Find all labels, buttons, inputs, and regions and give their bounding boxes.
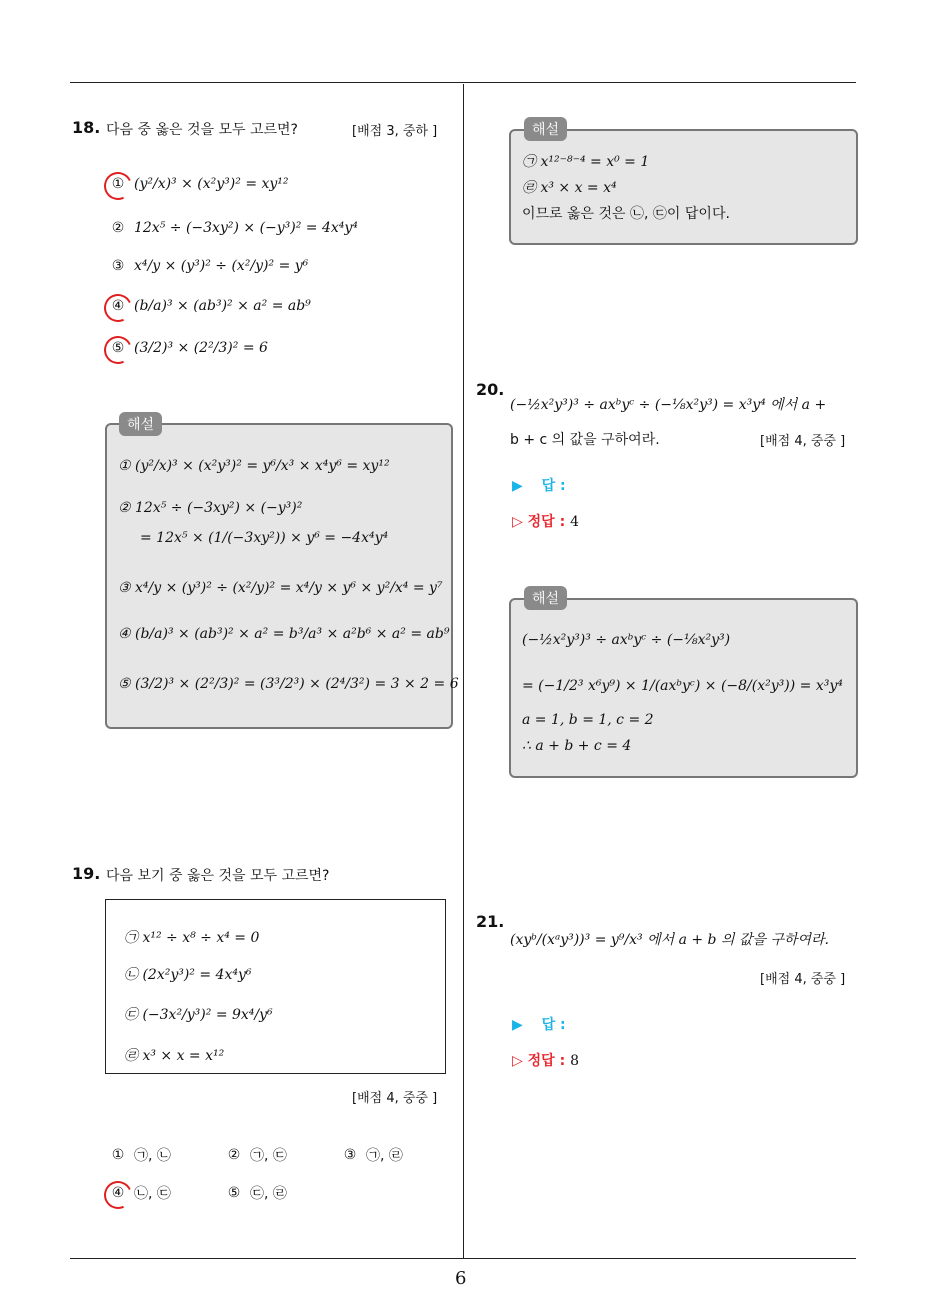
choice-number: ⑤ xyxy=(108,340,128,356)
q18-explain-line-3: = 12x⁵ × (1/(−3xy²)) × y⁶ = −4x⁴y⁴ xyxy=(140,530,389,546)
choice-expression: 12x⁵ ÷ (−3xy²) × (−y³)² = 4x⁴y⁴ xyxy=(134,220,358,236)
q19-number: 19. xyxy=(72,864,101,883)
q18-explain-line-1: ① (y²/x)³ × (x²y³)² = y⁶/x³ × x⁴y⁶ = xy¹² xyxy=(118,458,390,474)
q20-answer-row[interactable] xyxy=(512,475,566,495)
q20-explanation-tag: 해설 xyxy=(524,586,567,610)
choice-expression: (b/a)³ × (ab³)² × a² = ab⁹ xyxy=(134,298,311,314)
q19-explain-line-2: ㉣ x³ × x = x⁴ xyxy=(522,180,617,196)
q21-number: 21. xyxy=(476,912,505,931)
play-icon: ▶ xyxy=(512,1017,523,1033)
answer-label: 답 : xyxy=(541,478,566,494)
q18-choice-2[interactable] xyxy=(108,220,358,236)
q19-bogi-3: ㉢ (−3x²/y³)² = 9x⁴/y⁶ xyxy=(124,1007,273,1023)
q20-points: [배점 4, 중중 ] xyxy=(760,434,846,449)
choice-text: ㉠, ㉣ xyxy=(366,1148,403,1164)
play-outline-icon: ▷ xyxy=(512,514,523,530)
play-outline-icon: ▷ xyxy=(512,1053,523,1069)
choice-text: ㉢, ㉣ xyxy=(250,1186,287,1202)
choice-text: ㉠, ㉢ xyxy=(250,1148,287,1164)
choice-expression: (y²/x)³ × (x²y³)² = xy¹² xyxy=(134,176,289,192)
choice-expression: x⁴/y × (y³)² ÷ (x²/y)² = y⁶ xyxy=(134,258,309,274)
choice-number: ③ xyxy=(111,258,125,274)
choice-number: ④ xyxy=(108,298,128,314)
choice-number: ① xyxy=(108,176,128,192)
q21-points: [배점 4, 중중 ] xyxy=(760,972,846,987)
q19-choice-4[interactable] xyxy=(108,1183,171,1203)
play-icon: ▶ xyxy=(512,478,523,494)
q19-choice-2[interactable] xyxy=(224,1145,287,1165)
top-rule xyxy=(70,82,856,83)
q18-number: 18. xyxy=(72,118,101,137)
q20-explain-line-2: = (−1/2³ x⁶y⁹) × 1/(axᵇyᶜ) × (−8/(x²y³)) = x³y⁴ xyxy=(522,678,843,694)
q19-points: [배점 4, 중중 ] xyxy=(352,1091,438,1106)
q19-explain-line-3: 이므로 옳은 것은 ㉡, ㉢이 답이다. xyxy=(522,206,730,222)
q19-bogi-2: ㉡ (2x²y³)² = 4x⁴y⁶ xyxy=(124,967,252,983)
q19-choice-3[interactable] xyxy=(340,1145,403,1165)
q21-correct-row xyxy=(512,1050,579,1070)
q20-explain-line-1: (−½x²y³)³ ÷ axᵇyᶜ ÷ (−⅛x²y³) xyxy=(522,632,731,648)
correct-label: 정답 : xyxy=(527,514,566,530)
correct-value: 4 xyxy=(570,514,579,530)
q18-choice-5[interactable] xyxy=(108,340,268,356)
column-divider xyxy=(463,84,464,1259)
q19-choice-1[interactable] xyxy=(108,1145,171,1165)
q18-points: [배점 3, 중하 ] xyxy=(352,124,438,139)
q19-bogi-1: ㉠ x¹² ÷ x⁸ ÷ x⁴ = 0 xyxy=(124,930,260,946)
choice-text: ㉠, ㉡ xyxy=(134,1148,171,1164)
choice-text: ㉡, ㉢ xyxy=(134,1186,171,1202)
q18-explain-line-5: ④ (b/a)³ × (ab³)² × a² = b³/a³ × a²b⁶ × a² = ab⁹ xyxy=(118,626,450,642)
correct-label: 정답 : xyxy=(527,1053,566,1069)
choice-number: ② xyxy=(227,1147,241,1163)
q19-explanation-tag: 해설 xyxy=(524,117,567,141)
q18-explanation-tag: 해설 xyxy=(119,412,162,436)
q18-explain-line-2: ② 12x⁵ ÷ (−3xy²) × (−y³)² xyxy=(118,500,303,516)
q21-question: (xyᵇ/(xᵃy³))³ = y⁹/x³ 에서 a + b 의 값을 구하여라. xyxy=(510,932,829,948)
correct-value: 8 xyxy=(570,1053,579,1069)
choice-number: ② xyxy=(111,220,125,236)
q18-choice-3[interactable] xyxy=(108,258,308,274)
choice-number: ① xyxy=(111,1147,125,1163)
q19-bogi-4: ㉣ x³ × x = x¹² xyxy=(124,1048,225,1064)
q18-explain-line-4: ③ x⁴/y × (y³)² ÷ (x²/y)² = x⁴/y × y⁶ × y²/x⁴ = y⁷ xyxy=(118,580,443,596)
page-number: 6 xyxy=(455,1268,467,1289)
q20-number: 20. xyxy=(476,380,505,399)
q19-question: 다음 보기 중 옳은 것을 모두 고르면? xyxy=(106,868,330,884)
q21-answer-row[interactable] xyxy=(512,1014,566,1034)
q19-explain-line-1: ㉠ x¹²⁻⁸⁻⁴ = x⁰ = 1 xyxy=(522,154,650,170)
q18-explain-line-6: ⑤ (3/2)³ × (2²/3)² = (3³/2³) × (2⁴/3²) = 3 × 2 = 6 xyxy=(118,676,459,692)
q18-question: 다음 중 옳은 것을 모두 고르면? xyxy=(106,122,298,138)
q20-question-line2: b + c 의 값을 구하여라. xyxy=(510,432,660,448)
answer-label: 답 : xyxy=(541,1017,566,1033)
choice-number: ③ xyxy=(343,1147,357,1163)
choice-number: ④ xyxy=(108,1185,128,1201)
choice-number: ⑤ xyxy=(227,1185,241,1201)
q20-correct-row xyxy=(512,511,579,531)
q18-choice-4[interactable] xyxy=(108,298,311,314)
q18-choice-1[interactable] xyxy=(108,176,289,192)
q20-question-line1: (−½x²y³)³ ÷ axᵇyᶜ ÷ (−⅛x²y³) = x³y⁴ 에서 a + xyxy=(510,397,827,413)
q20-explain-line-3: a = 1, b = 1, c = 2 xyxy=(522,712,654,728)
q20-explain-line-4: ∴ a + b + c = 4 xyxy=(522,738,632,754)
choice-expression: (3/2)³ × (2²/3)² = 6 xyxy=(134,340,268,356)
q19-choice-5[interactable] xyxy=(224,1183,287,1203)
